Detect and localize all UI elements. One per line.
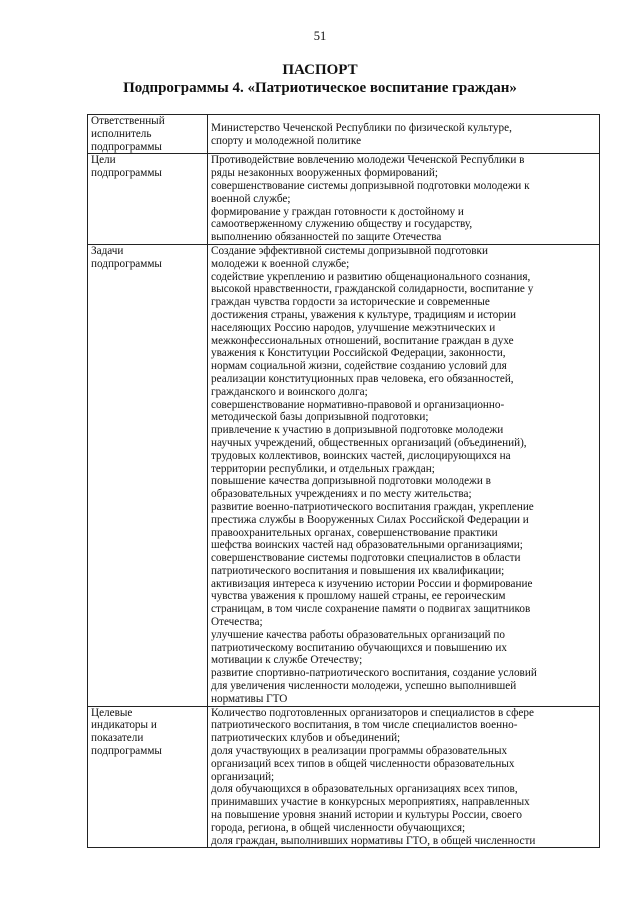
table-row (88, 706, 600, 848)
row-label-line: Целевые (91, 706, 133, 719)
row-value-line: совершенствование нормативно-правовой и организационно- (211, 398, 505, 411)
row-value-line: города, региона, в общей численности обучающихся; (211, 821, 466, 834)
row-value-cell (208, 706, 600, 848)
row-value-line: методической базы допризывной подготовки; (211, 411, 429, 424)
row-label-cell (88, 115, 208, 154)
row-value-line: образовательных учреждениях и по месту жительства; (211, 488, 472, 501)
row-value-cell (208, 154, 600, 245)
row-value-line: организаций всех типов в общей численности образовательных (211, 757, 515, 770)
row-value-line: уважения к Конституции Российской Федерации, законности, (211, 347, 506, 360)
row-value-line: межконфессиональных отношений, воспитание граждан в духе (211, 334, 514, 347)
row-value-line: спорту и молодежной политике (211, 134, 362, 147)
table-row (88, 115, 600, 154)
row-value-line: патриотического воспитания, в том числе специалистов военно- (211, 719, 518, 732)
row-value-line: правоохранительных органах, совершенствование практики (211, 526, 498, 539)
row-value-line: доля граждан, выполнивших нормативы ГТО, в общей численности (211, 834, 536, 847)
row-value-line: реализации конституционных прав человека, его обязанностей, (211, 372, 514, 385)
document-title: ПАСПОРТ (282, 62, 358, 78)
passport-table-body (88, 115, 600, 848)
row-value-line: самоотверженному служению обществу и государству, (211, 218, 473, 231)
row-value-line: активизация интереса к изучению истории России и формирование (211, 577, 533, 590)
row-value-line: нормам социальной жизни, содействие созданию условий для (211, 360, 507, 373)
row-value-line: населяющих Россию народов, улучшение межэтнических и (211, 321, 496, 334)
row-label-line: подпрограммы (91, 745, 162, 758)
row-label-line: подпрограммы (91, 167, 162, 180)
page-number: 51 (313, 29, 327, 43)
row-value-line: нормативы ГТО (211, 692, 288, 705)
row-value-line: граждан чувства гордости за исторические и современные (211, 296, 490, 309)
row-value-line: Отечества; (211, 616, 263, 629)
row-value-line: Количество подготовленных организаторов и специалистов в сфере (211, 706, 534, 719)
row-label-line: показатели (91, 732, 144, 745)
row-label-line: Цели (91, 154, 116, 167)
row-value-line: содействие укреплению и развитию общенационального сознания, (211, 270, 531, 283)
row-value-line: совершенствование системы подготовки специалистов в области (211, 552, 521, 565)
row-value-line: шефства воинских частей над образовательными организациями; (211, 539, 523, 552)
row-value-line: патриотических клубов и объединений; (211, 732, 401, 745)
row-value-line: патриотическому воспитанию обучающихся и повышению их (211, 641, 507, 654)
row-value-line: выполнению обязанностей по защите Отечества (211, 231, 442, 244)
row-value-line: Противодействие вовлечению молодежи Чеченской Республики в (211, 154, 525, 167)
row-value-line: повышение качества допризывной подготовки молодежи в (211, 475, 491, 488)
row-label-line: подпрограммы (91, 140, 162, 153)
row-value-line: доля участвующих в реализации программы образовательных (211, 745, 508, 758)
document-subtitle: Подпрограммы 4. «Патриотическое воспитание граждан» (123, 80, 517, 96)
row-label-cell (88, 244, 208, 706)
row-value-line: молодежи к военной службе; (211, 257, 350, 270)
row-value-line: престижа службы в Вооруженных Силах Российской Федерации и (211, 513, 529, 526)
row-value-line: для увеличения численности молодежи, успешно выполнившей (211, 680, 517, 693)
row-value-cell (208, 115, 600, 154)
row-value-line: на повышение уровня знаний истории и культуры России, своего (211, 809, 522, 822)
row-label-line: Задачи (91, 244, 124, 257)
row-value-line: военной службе; (211, 192, 291, 205)
row-value-line: привлечение к участию в допризывной подготовке молодежи (211, 424, 504, 437)
row-value-line: чувства уважения к прошлому нашей страны, ее героическим (211, 590, 506, 603)
row-value-line: научных учреждений, общественных организаций (объединений), (211, 436, 527, 449)
row-value-line: трудовых коллективов, воинских частей, дислоцирующихся на (211, 449, 511, 462)
row-value-line: улучшение качества работы образовательных организаций по (211, 628, 506, 641)
row-value-line: организаций; (211, 770, 275, 783)
row-label-line: подпрограммы (91, 257, 162, 270)
row-value-line: страницам, в том числе сохранение памяти о подвигах защитников (211, 603, 531, 616)
row-value-line: совершенствование системы допризывной подготовки молодежи к (211, 179, 530, 192)
row-label-line: индикаторы и (91, 719, 157, 732)
row-label-line: исполнитель (91, 127, 152, 140)
row-value-line: ряды незаконных вооруженных формирований; (211, 167, 438, 180)
passport-table (87, 114, 600, 848)
row-value-line: доля обучающихся в образовательных организациях всех типов, (211, 783, 518, 796)
table-row (88, 154, 600, 245)
row-label-cell (88, 154, 208, 245)
table-row (88, 244, 600, 706)
row-value-line: гражданского и воинского долга; (211, 385, 368, 398)
row-value-line: формирование у граждан готовности к достойному и (211, 205, 464, 218)
row-value-cell (208, 244, 600, 706)
row-value-line: принимавших участие в конкурсных мероприятиях, направленных (211, 796, 530, 809)
row-label-line: Ответственный (91, 115, 165, 127)
row-value-line: территории республики, и отдельных граждан; (211, 462, 435, 475)
row-value-line: патриотического воспитания и повышения их квалификации; (211, 564, 505, 577)
row-value-line: Создание эффективной системы допризывной подготовки (211, 244, 488, 257)
row-value-line: развитие военно-патриотического воспитания граждан, укрепление (211, 500, 534, 513)
row-value-line: развитие спортивно-патриотического воспитания, создание условий (211, 667, 537, 680)
row-value-line: Министерство Чеченской Республики по физической культуре, (211, 122, 512, 134)
row-value-line: достижения страны, уважения к культуре, традициям и истории (211, 308, 516, 321)
row-value-line: мотивации к службе Отечеству; (211, 654, 363, 667)
row-value-line: высокой нравственности, гражданской солидарности, воспитание у (211, 283, 534, 296)
row-label-cell (88, 706, 208, 848)
